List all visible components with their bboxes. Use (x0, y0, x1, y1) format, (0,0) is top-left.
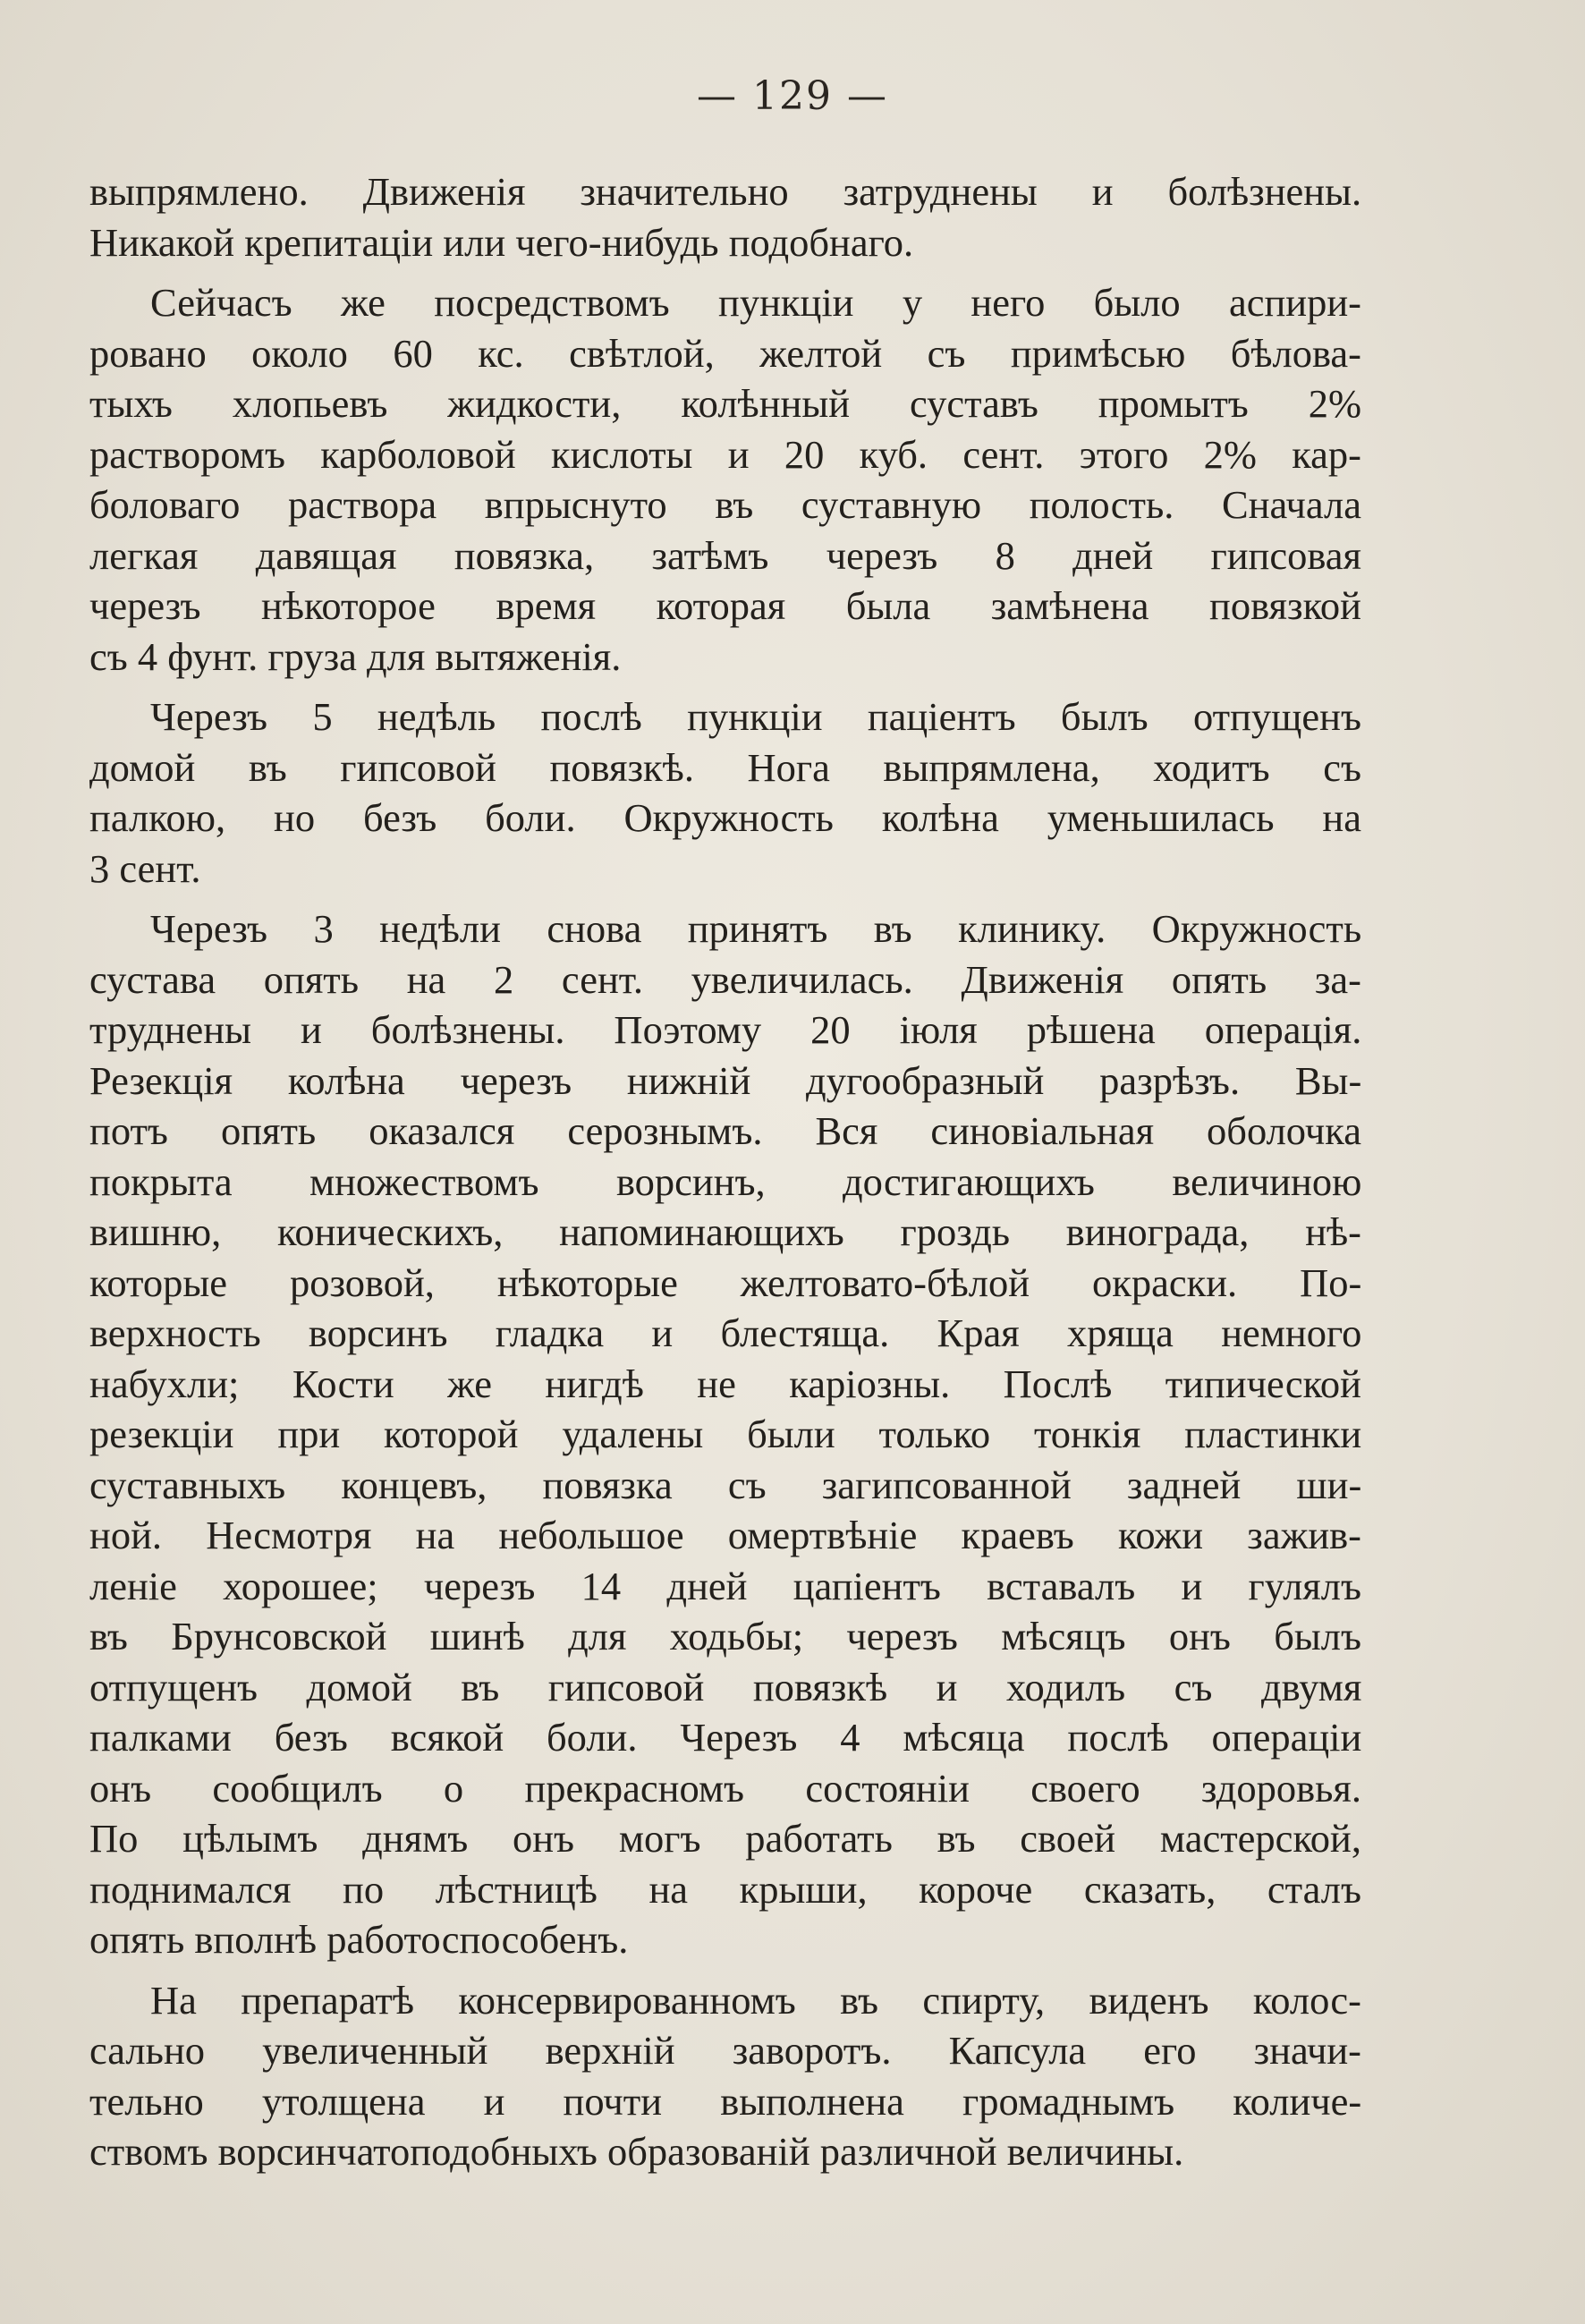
text-line: тельно утолщена и почти выполнена громаднымъ количе- (89, 2078, 1362, 2124)
text-line: набухли; Кости же нигдѣ не каріозны. Послѣ типической (89, 1361, 1361, 1406)
paragraph-3 (89, 691, 1361, 894)
text-line: вишню, коническихъ, напоминающихъ гроздь винограда, нѣ- (89, 1209, 1361, 1254)
text-line: Черезъ 5 недѣль послѣ пункціи паціентъ былъ отпущенъ (150, 694, 1361, 739)
paragraph-5 (89, 1975, 1361, 2177)
text-line: верхность ворсинъ гладка и блестяща. Края хряща немного (89, 1310, 1362, 1355)
page-number: — 129 — (697, 73, 888, 119)
text-line: опять вполнѣ работоспособенъ. (89, 1917, 629, 1962)
text-line: По цѣлымъ днямъ онъ могъ работать въ своей мастерской, (89, 1816, 1361, 1861)
text-line: тыхъ хлопьевъ жидкости, колѣнный суставъ промытъ 2% (89, 381, 1362, 426)
text-line: онъ сообщилъ о прекрасномъ состояніи своего здоровья. (89, 1765, 1361, 1811)
text-line: ровано около 60 кс. свѣтлой, желтой съ примѣсью бѣлова- (89, 330, 1361, 376)
text-line: сально увеличенный верхній заворотъ. Капсула его значи- (89, 2028, 1361, 2073)
text-line: Черезъ 3 недѣли снова принятъ въ клинику. Окружность (150, 906, 1362, 951)
text-line: 3 сент. (89, 845, 201, 891)
text-line: Никакой крепитаціи или чего-нибудь подобнаго. (89, 219, 914, 265)
text-line: домой въ гипсовой повязкѣ. Нога выпрямлена, ходитъ съ (89, 744, 1361, 790)
text-line: отпущенъ домой въ гипсовой повязкѣ и ходилъ съ двумя (89, 1664, 1362, 1709)
text-line: покрыта множествомъ ворсинъ, достигающихъ величиною (89, 1158, 1362, 1204)
text-line: резекціи при которой удалены были только тонкія пластинки (89, 1412, 1362, 1456)
text-line: ствомъ ворсинчатоподобныхъ образованій различной величины. (89, 2129, 1184, 2174)
text-line: потъ опять оказался серознымъ. Вся синовіальная оболочка (89, 1108, 1361, 1153)
text-line: съ 4 фунт. груза для вытяженія. (89, 633, 622, 679)
text-line: въ Брунсовской шинѣ для ходьбы; черезъ мѣсяцъ онъ былъ (89, 1614, 1361, 1658)
text-line: суставныхъ концевъ, повязка съ загипсованной задней ши- (89, 1462, 1362, 1507)
paragraph-4 (89, 903, 1361, 1965)
text-line: поднимался по лѣстницѣ на крыши, короче сказать, сталъ (89, 1866, 1361, 1912)
text-line: легкая давящая повязка, затѣмъ черезъ 8 дней гипсовая (89, 532, 1361, 578)
body-text (89, 166, 1361, 2177)
text-line: сустава опять на 2 сент. увеличилась. Движенія опять за- (89, 956, 1361, 1002)
text-line: Резекція колѣна черезъ нижній дугообразный разрѣзъ. Вы- (89, 1057, 1362, 1103)
text-line: выпрямлено. Движенія значительно затруднены и болѣзнены. (89, 169, 1362, 214)
text-line: растворомъ карболовой кислоты и 20 куб. сент. этого 2% кар- (89, 431, 1361, 477)
text-line: палками безъ всякой боли. Черезъ 4 мѣсяца послѣ операціи (89, 1715, 1362, 1760)
paragraph-2 (89, 277, 1361, 682)
text-line: которые розовой, нѣкоторые желтовато-бѣлой окраски. По- (89, 1260, 1362, 1305)
text-line: труднены и болѣзнены. Поэтому 20 іюля рѣшена операція. (89, 1007, 1362, 1052)
text-line: черезъ нѣкоторое время которая была замѣнена повязкой (89, 583, 1361, 628)
paragraph-1 (89, 166, 1361, 267)
text-line: леніе хорошее; черезъ 14 дней цапіентъ вставалъ и гулялъ (89, 1563, 1361, 1608)
text-line: палкою, но безъ боли. Окружность колѣна уменьшилась на (89, 795, 1361, 840)
text-line: боловаго раствора впрыснуто въ суставную полость. Сначала (89, 482, 1361, 527)
text-line: ной. Несмотря на небольшое омертвѣніе краевъ кожи зажив- (89, 1513, 1361, 1557)
text-line: Сейчасъ же посредствомъ пункціи у него было аспири- (150, 280, 1361, 325)
text-line: На препаратѣ консервированномъ въ спирту, виденъ колос- (150, 1977, 1361, 2023)
